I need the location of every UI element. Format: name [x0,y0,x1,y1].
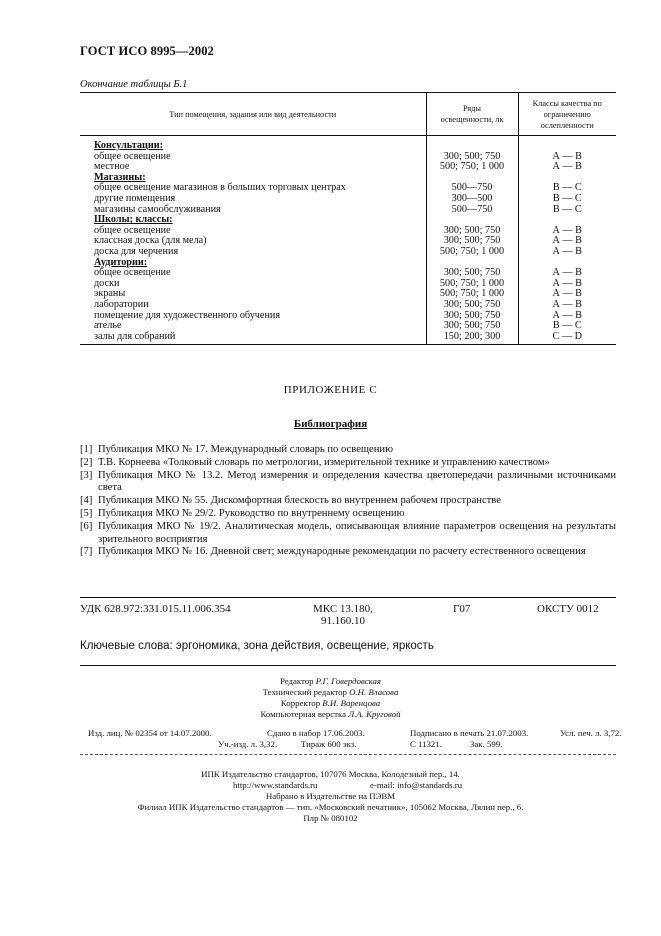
illuminance-cell: 300—500 [426,194,518,205]
glare-class-cell: А — В [518,162,616,173]
imprint-url: http://www.standards.ru [233,780,318,790]
credit-name: Р.Г. Говердовская [315,676,382,686]
glare-class-cell: А — В [518,236,616,247]
illuminance-cell: 300; 500; 750 [426,236,518,247]
standard-header: ГОСТ ИСО 8995—2002 [80,44,214,58]
room-type-cell: магазины самообслуживания [94,203,221,215]
illuminance-cell: 150; 200; 300 [426,332,518,345]
column-header-glare-class [518,93,616,136]
bibliography-item [80,470,616,496]
glare-class-cell: А — В [518,279,616,290]
bibliography-number: [7] [80,546,93,558]
room-type-cell: общее освещение [94,267,171,279]
bibliography-list [80,444,616,559]
illuminance-cell: 500; 750; 1 000 [426,162,518,173]
table-row [80,194,616,205]
credit-role: Компьютерная верстка [260,709,347,719]
bibliography-text: Публикация МКО № 16. Дневной свет; международные рекомендации по расчету естественного освещения [98,546,586,558]
order-code: С 11321. [410,739,442,749]
table-row [80,300,616,311]
group-name: Аудитории: [94,256,148,268]
bibliography-number: [3] [80,469,93,481]
credit-line [0,709,661,720]
illuminance-cell: 500—750 [426,183,518,194]
print-sheets: Усл. печ. л. 3,72. [560,728,622,738]
credits-block [0,676,661,720]
bibliography-number: [5] [80,507,93,519]
table-row [80,311,616,322]
table-row [80,289,616,300]
room-type-cell: общее освещение магазинов в больших торговых центрах [94,182,346,194]
okstu-code: ОКСТУ 0012 [537,603,599,615]
group-name: Консультации: [94,140,164,151]
bibliography-title: Библиография [293,418,368,430]
glare-class-cell: А — В [518,247,616,258]
bibliography-text: Публикация МКО № 55. Дискомфортная блескость во внутреннем рабочем пространстве [98,495,501,507]
room-type-cell: ателье [94,320,122,332]
illuminance-cell: 300; 500; 750 [426,268,518,279]
table-body [80,136,616,345]
credit-line [0,676,661,687]
illuminance-cell: 300; 500; 750 [426,152,518,163]
illuminance-cell: 300; 500; 750 [426,300,518,311]
table-row [80,247,616,258]
glare-class-cell: В — С [518,205,616,216]
publisher-sheets: Уч.-изд. л. 3,32. [218,739,278,749]
room-type-cell: доска для черчения [94,245,179,257]
room-type-cell: местное [94,161,130,173]
bibliography-number: [4] [80,495,93,507]
bibliography-item [80,521,616,547]
illuminance-table [80,92,616,345]
print-run: Тираж 600 экз. [301,739,357,749]
credit-name: В.И. Варенцова [322,698,381,708]
illuminance-cell: 300; 500; 750 [426,226,518,237]
credit-name: О.Н. Власова [349,687,399,697]
imprint-line-3: Набрано в Издательстве на ПЭВМ [265,791,396,801]
room-type-cell: общее освещение [94,150,171,162]
empty-cell [426,136,518,152]
table-row [80,332,616,345]
bibliography-number: [2] [80,456,93,468]
room-type-cell: залы для собраний [94,330,176,342]
glare-class-cell: С — D [518,332,616,345]
group-name: Школы; классы: [94,214,173,226]
glare-class-cell: А — В [518,311,616,322]
imprint-line-1: ИПК Издательство стандартов, 107076 Москва, Колодезный пер., 14. [201,769,460,779]
sent-to-typesetting: Сдано в набор 17.06.2003. [267,728,365,738]
group-name: Магазины: [94,171,146,183]
room-type-cell: общее освещение [94,224,171,236]
room-type-cell: помещение для художественного обучения [94,309,281,321]
table-row [80,152,616,163]
mks-code [313,603,373,627]
table-row [80,162,616,173]
bibliography-text: Т.В. Корнеева «Толковый словарь по метрологии, измерительной технике и управлению качеством» [98,456,550,468]
imprint-email: e-mail: info@standards.ru [370,780,463,790]
credit-role: Редактор [279,676,314,686]
bibliography-item [80,457,616,470]
glare-class-cell: В — С [518,183,616,194]
empty-cell [518,136,616,152]
credit-line [0,687,661,698]
table-caption: Окончание таблицы Б.1 [80,79,188,90]
glare-class-cell: А — В [518,289,616,300]
bibliography-item [80,444,616,457]
column-header-room-type: Тип помещения, задания или вид деятельности [80,93,426,136]
illuminance-cell: 500—750 [426,205,518,216]
column-header-illuminance-text: Ряды освещенности, лк [440,104,504,124]
appendix-title: ПРИЛОЖЕНИЕ С [283,384,378,396]
glare-class-cell: А — В [518,300,616,311]
dashed-separator [80,754,616,755]
table-row [80,279,616,290]
group-code: Г07 [453,603,471,615]
classification-top-rule [80,597,616,598]
glare-class-cell: А — В [518,268,616,279]
room-type-cell: лаборатории [94,298,149,310]
glare-class-cell: В — С [518,194,616,205]
glare-class-cell: А — В [518,226,616,237]
order-number: Зак. 599. [470,739,503,749]
mks-code-line1: МКС 13.180, [313,603,373,615]
keywords-line: Ключевые слова: эргономика, зона действия, освещение, яркость [80,640,434,652]
table-group-row [80,136,616,152]
bibliography-text: Публикация МКО № 29/2. Руководство по внутреннему освещению [98,507,405,519]
illuminance-cell: 300; 500; 750 [426,311,518,322]
bibliography-item [80,495,616,508]
illuminance-cell: 500; 750; 1 000 [426,289,518,300]
credit-name: Л.А. Круговой [348,709,401,719]
room-type-cell: экраны [94,288,126,300]
table-row [80,268,616,279]
signed-for-print: Подписано в печать 21.07.2003. [410,728,529,738]
glare-class-cell: В — С [518,321,616,332]
room-type-cell: классная доска (для мела) [94,235,207,247]
bibliography-item [80,546,616,559]
glare-class-cell: А — В [518,152,616,163]
column-header-illuminance [426,93,518,136]
illuminance-cell: 500; 750; 1 000 [426,247,518,258]
credit-role: Технический редактор [262,687,347,697]
bibliography-number: [1] [80,444,93,455]
bibliography-text: Публикация МКО № 13.2. Метод измерения и определения качества цветопередачи различными источниками света [98,469,616,494]
imprint-line-5: Плр № 080102 [303,813,358,823]
bibliography-item [80,508,616,521]
keywords-bottom-rule [80,665,616,666]
bibliography-text: Публикация МКО № 17. Международный словарь по освещению [98,444,394,455]
illuminance-cell: 300; 500; 750 [426,321,518,332]
illuminance-cell: 500; 750; 1 000 [426,279,518,290]
credit-role: Корректор [280,698,321,708]
imprint-line-4: Филиал ИПК Издательство стандартов — тип. «Московский печатник», 105062 Москва, Лялин пер., 6. [137,802,524,812]
room-type-cell: доски [94,277,120,289]
room-type-cell: другие помещения [94,192,176,204]
udk-code: УДК 628.972:331.015.11.006.354 [80,603,231,615]
column-header-glare-class-text: Классы качества по ограничению ослепленности [532,98,602,130]
mks-code-line2: 91.160.10 [320,615,365,627]
license-number: Изд. лиц. № 02354 от 14.07.2000. [88,728,212,738]
credit-line [0,698,661,709]
table-header-row [80,93,616,136]
bibliography-text: Публикация МКО № 19/2. Аналитическая модель, описывающая влияние параметров освещения на результаты зрительного восприятия [98,520,616,545]
bibliography-number: [6] [80,520,93,532]
